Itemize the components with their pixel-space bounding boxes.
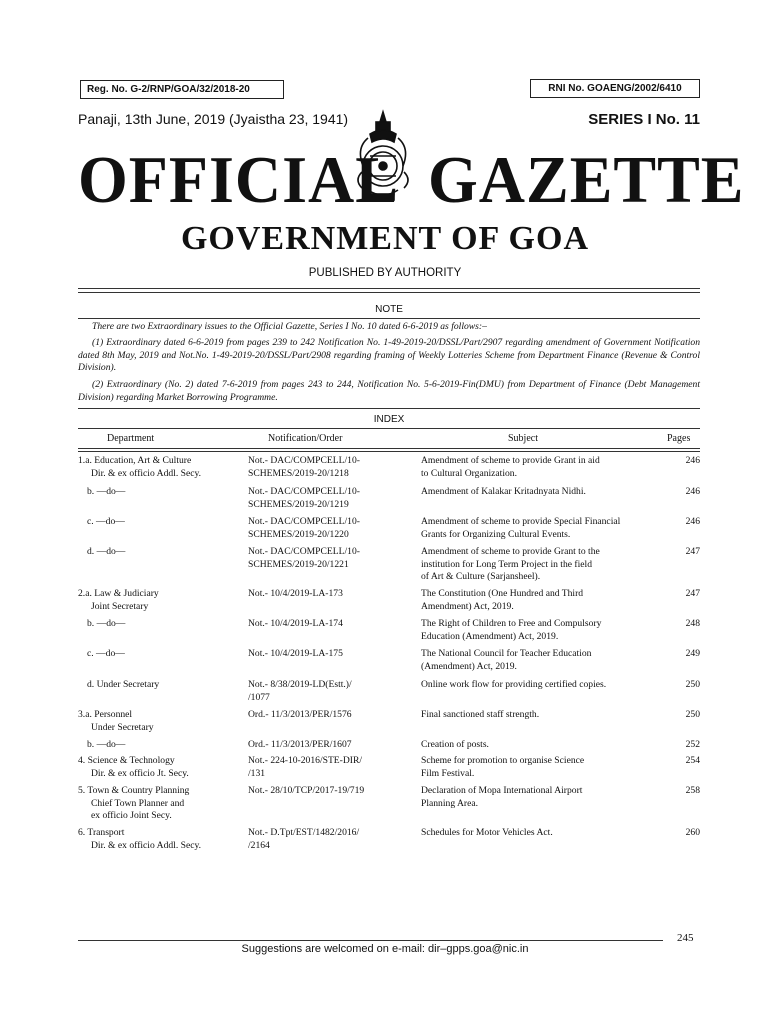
index-row-department-line: Dir. & ex officio Addl. Secy. [91,839,202,851]
index-row-subject [421,709,676,722]
index-row-department [78,827,248,852]
index-row-subject [421,546,676,584]
index-row-page: 248 [685,618,700,629]
index-row-department [78,755,248,780]
index-row-department-line: Dir. & ex officio Jt. Secy. [91,767,189,779]
index-row-subject-line: Amendment of scheme to provide Special Financial [421,516,621,527]
index-row-notification-line: Not.- 224-10-2016/STE-DIR/ [248,755,363,766]
index-row-subject [421,618,676,643]
index-row-department-line: c. —do— [87,648,125,659]
index-row-department [87,618,257,631]
index-row-page: 247 [685,588,700,599]
divider-top-1 [78,288,700,289]
index-row-subject-line: Amendment of Kalakar Kritadnyata Nidhi. [421,486,586,497]
index-row-department-line: Dir. & ex officio Addl. Secy. [91,467,202,479]
footer-rule [78,940,663,941]
index-row-subject-line: Amendment of scheme to provide Grant to the [421,546,600,557]
suggestions-email-line: Suggestions are welcomed on e-mail: dir–gpps.goa@nic.in [241,943,529,955]
index-row-notification [248,785,413,798]
note-rule [78,318,700,319]
index-row-subject [421,486,676,499]
column-header-subject: Subject [508,433,538,444]
column-header-department: Department [107,433,155,444]
note-heading: NOTE [375,304,403,315]
index-row-notification-line: Not.- 10/4/2019-LA-175 [248,648,343,659]
index-row-department [78,588,248,613]
column-header-notification: Notification/Order [268,433,343,444]
index-row-page: 254 [685,755,700,766]
registration-number-box: Reg. No. G-2/RNP/GOA/32/2018-20 [80,80,284,99]
index-row-department-line: 4. Science & Technology [78,755,175,766]
index-row-notification [248,588,413,601]
index-row-subject-line: Education (Amendment) Act, 2019. [421,630,559,642]
index-row-department-line: Under Secretary [91,721,154,733]
index-row-notification-line: Not.- DAC/COMPCELL/10- [248,516,360,527]
page-number: 245 [677,932,694,944]
index-row-department [78,455,248,480]
published-by-authority: PUBLISHED BY AUTHORITY [308,267,462,279]
index-row-department-line: b. —do— [87,739,126,750]
index-row-page: 246 [685,486,700,497]
index-row-department-line: Joint Secretary [91,600,149,612]
index-row-subject-line: Schedules for Motor Vehicles Act. [421,827,553,838]
government-of-goa-title: GOVERNMENT OF GOA [180,220,590,257]
index-row-page: 250 [685,679,700,690]
rni-number-box: RNI No. GOAENG/2002/6410 [530,79,700,98]
index-row-page: 246 [685,455,700,466]
index-row-notification-line: Ord.- 11/3/2013/PER/1607 [248,739,352,750]
index-row-page: 258 [685,785,700,796]
index-row-subject [421,827,676,840]
index-row-department [87,486,257,499]
index-row-page: 252 [685,739,700,750]
index-row-notification-line: Not.- 28/10/TCP/2017-19/719 [248,785,365,796]
index-header-rule-3 [78,451,700,452]
note-item-2: (2) Extraordinary (No. 2) dated 7-6-2019 from pages 243 to 244, Notification No. 5-6-2019-Fin(DMU) from Department of Finance (Debt Management Division) regarding Market Borrowing Programme. [78,379,700,403]
index-row-subject-line: The Constitution (One Hundred and Third [421,588,584,599]
index-row-department-line: d. Under Secretary [87,679,160,690]
index-row-department-line: b. —do— [87,618,126,629]
index-row-department [78,709,248,734]
index-row-notification [248,618,413,631]
index-row-department-line: 6. Transport [78,827,125,838]
index-row-notification-line: Not.- 8/38/2019-LD(Estt.)/ [248,679,352,690]
index-row-subject-line: Online work flow for providing certified copies. [421,679,607,690]
index-row-subject-line: Planning Area. [421,797,479,809]
index-heading: INDEX [373,414,405,425]
index-header-rule-1 [78,428,700,429]
index-row-subject [421,588,676,613]
index-row-subject [421,679,676,692]
index-row-department [87,679,257,692]
index-row-subject [421,739,676,752]
index-row-notification-line: Not.- 10/4/2019-LA-174 [248,618,343,629]
index-row-subject [421,455,676,480]
index-row-department [87,739,257,752]
gazette-title-gazette: GAZETTE [428,142,745,217]
index-row-notification-line: Not.- DAC/COMPCELL/10- [248,546,360,557]
index-row-department-line: 2.a. Law & Judiciary [78,588,159,599]
index-row-notification-line: Not.- DAC/COMPCELL/10- [248,455,360,466]
index-row-department [87,546,257,559]
index-row-department-line: b. —do— [87,486,126,497]
index-header-rule-2 [78,448,700,449]
index-row-department-line: c. —do— [87,516,125,527]
index-row-department-line: 5. Town & Country Planning [78,785,190,796]
index-row-department-line: ex officio Joint Secy. [91,810,172,822]
index-row-notification-line: SCHEMES/2019-20/1219 [248,498,349,510]
index-row-subject [421,516,676,541]
index-row-notification-line: /131 [248,767,266,779]
index-row-page: 249 [685,648,700,659]
index-row-subject-line: Amendment) Act, 2019. [421,600,514,612]
index-row-subject-line: The National Council for Teacher Education [421,648,592,659]
index-row-notification [248,827,413,852]
index-row-subject-line: Amendment of scheme to provide Grant in aid [421,455,600,466]
note-item-1: (1) Extraordinary dated 6-6-2019 from pages 239 to 242 Notification No. 1-49-2019-20/DSSL/Part/2907 regarding amendment of Government Notification dated 8th May, 2019 and Not.No. 1-49-2019-20/DSSL/Part/2908 regarding framing of Weekly Lotteries Scheme from Department Finance (Revenue & Control Division). [78,337,700,373]
index-row-department-line: d. —do— [87,546,126,557]
index-row-subject-line: (Amendment) Act, 2019. [421,660,517,672]
index-row-subject-line: to Cultural Organization. [421,467,518,479]
index-row-notification-line: /1077 [248,691,270,703]
index-row-notification [248,455,413,480]
index-row-subject [421,648,676,673]
index-row-subject-line: Declaration of Mopa International Airport [421,785,583,796]
index-row-subject-line: Grants for Organizing Cultural Events. [421,528,571,540]
index-row-notification [248,516,413,541]
index-row-subject-line: of Art & Culture (Sarjansheel). [421,571,541,583]
index-row-page: 250 [685,709,700,720]
note-intro: There are two Extraordinary issues to the Official Gazette, Series I No. 10 dated 6-6-2019 as follows:– [92,321,487,332]
divider-top-2 [78,292,700,293]
index-row-subject [421,785,676,810]
index-row-subject-line: Scheme for promotion to organise Science [421,755,585,766]
index-row-notification-line: Not.- D.Tpt/EST/1482/2016/ [248,827,360,838]
index-row-page: 247 [685,546,700,557]
column-header-pages: Pages [667,433,691,444]
gazette-title-official: OFFICIAL [78,142,399,217]
index-row-notification [248,739,413,752]
index-row-notification [248,679,413,704]
index-row-notification-line: Not.- 10/4/2019-LA-173 [248,588,343,599]
index-row-department [87,516,257,529]
index-row-notification [248,546,413,571]
index-row-department [87,648,257,661]
index-row-notification-line: Ord.- 11/3/2013/PER/1576 [248,709,352,720]
index-row-notification-line: Not.- DAC/COMPCELL/10- [248,486,360,497]
index-row-department-line: 3.a. Personnel [78,709,133,720]
index-row-subject-line: Film Festival. [421,767,475,779]
index-row-department-line: 1.a. Education, Art & Culture [78,455,192,466]
index-row-notification-line: SCHEMES/2019-20/1220 [248,528,349,540]
index-row-department-line: Chief Town Planner and [91,797,185,809]
index-row-subject-line: The Right of Children to Free and Compulsory [421,618,602,629]
issue-date-line: Panaji, 13th June, 2019 (Jyaistha 23, 1941) [78,111,349,127]
index-row-subject-line: Final sanctioned staff strength. [421,709,540,720]
index-row-notification-line: SCHEMES/2019-20/1221 [248,558,349,570]
index-row-subject-line: Creation of posts. [421,739,489,750]
index-row-subject-line: institution for Long Term Project in the field [421,558,593,570]
index-row-notification-line: SCHEMES/2019-20/1218 [248,467,349,479]
index-row-notification [248,709,413,722]
index-row-page: 246 [685,516,700,527]
index-row-notification [248,486,413,511]
index-row-notification [248,648,413,661]
index-row-subject [421,755,676,780]
index-row-department [78,785,248,823]
index-row-notification [248,755,413,780]
index-top-rule [78,408,700,409]
index-row-page: 260 [685,827,700,838]
series-number: SERIES I No. 11 [588,111,700,128]
index-row-notification-line: /2164 [248,839,270,851]
